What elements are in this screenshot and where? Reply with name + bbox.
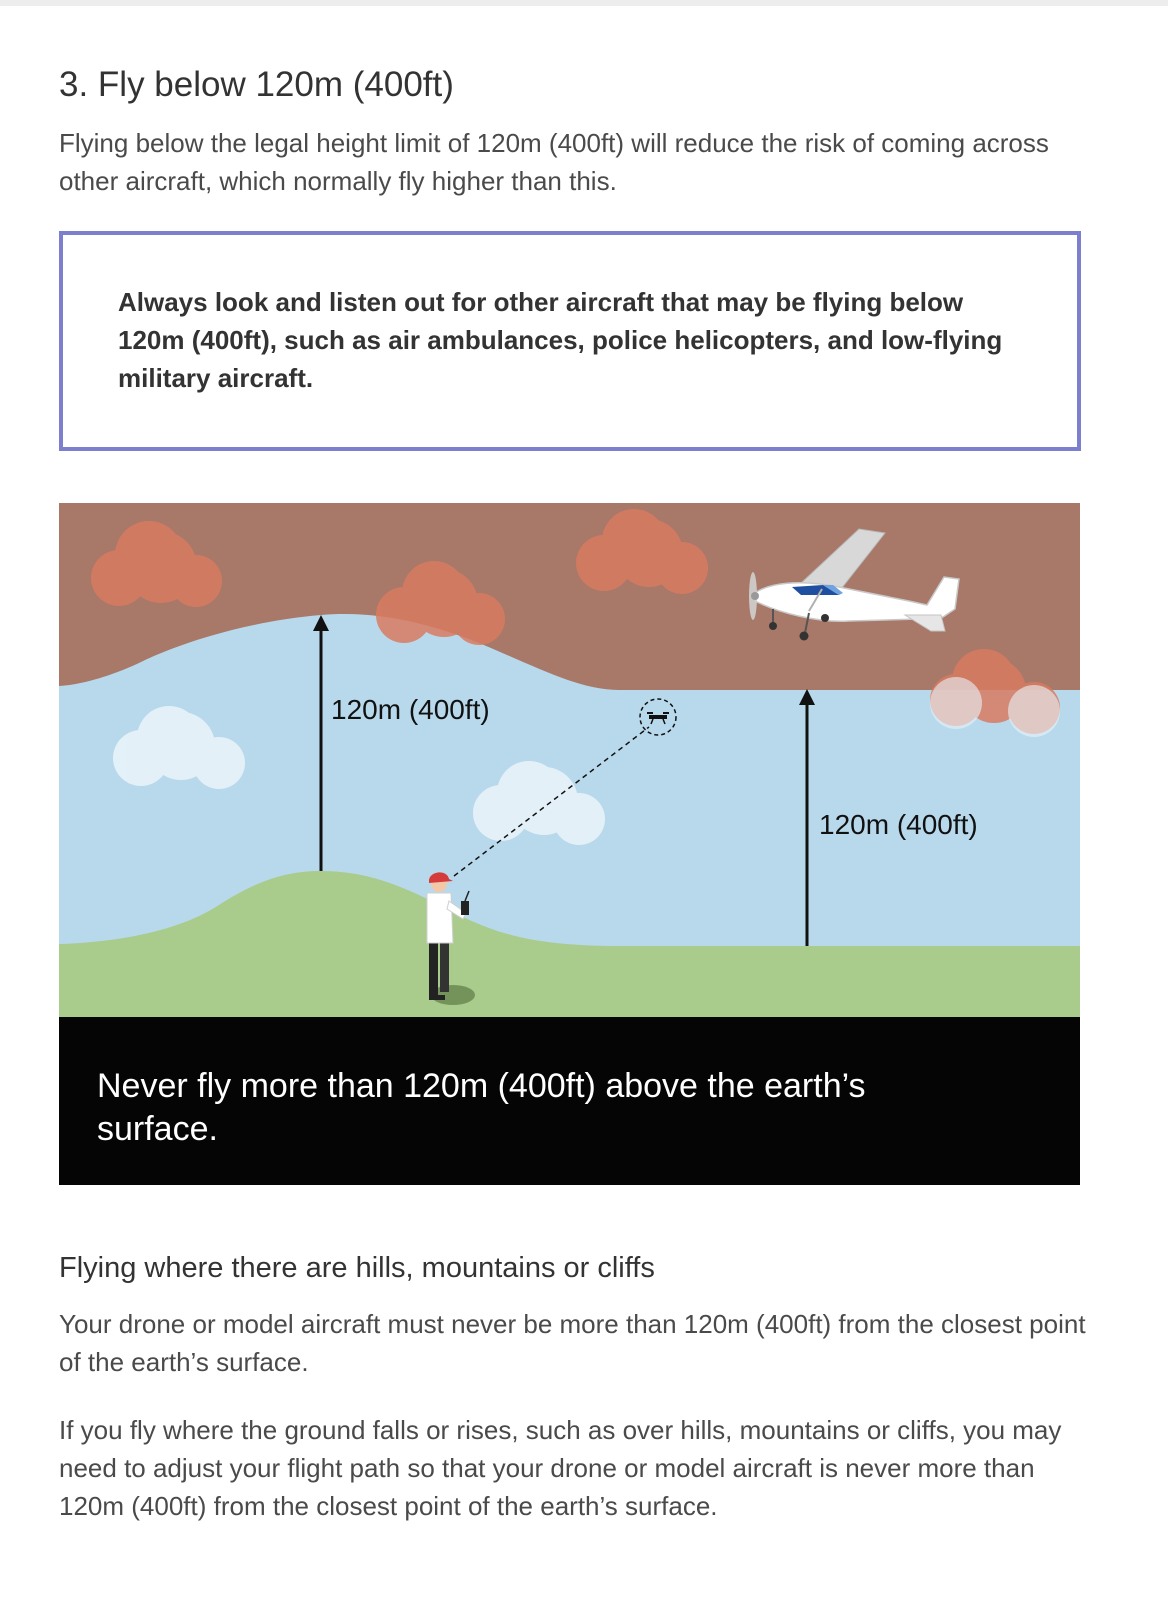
callout-box [59, 231, 1081, 451]
height-label-right: 120m (400ft) [819, 809, 978, 840]
subsection-heading: Flying where there are hills, mountains or cliffs [59, 1252, 655, 1284]
subsection-paragraph-1: Your drone or model aircraft must never be more than 120m (400ft) from the closest point of the earth’s surface. [59, 1309, 1086, 1377]
callout-text: Always look and listen out for other aircraft that may be flying below 120m (400ft), such as air ambulances, police helicopters, and low-flying military aircraft. [118, 287, 1003, 393]
height-label-left: 120m (400ft) [331, 694, 490, 725]
caption-text: Never fly more than 120m (400ft) above the earth’s surface. [97, 1067, 866, 1148]
top-divider [0, 0, 1168, 6]
illustration-svg [59, 503, 1080, 1017]
section-intro: Flying below the legal height limit of 120m (400ft) will reduce the risk of coming across other aircraft, which normally fly higher than this. [59, 128, 1049, 196]
height-limit-illustration [59, 503, 1080, 1185]
subsection-paragraph-2: If you fly where the ground falls or rises, such as over hills, mountains or cliffs, you may need to adjust your flight path so that your drone or model aircraft is never more than 120m (400ft) from the closest point of the earth’s surface. [59, 1415, 1062, 1521]
section-heading: 3. Fly below 120m (400ft) [59, 65, 454, 104]
caption-box [59, 1017, 1080, 1185]
